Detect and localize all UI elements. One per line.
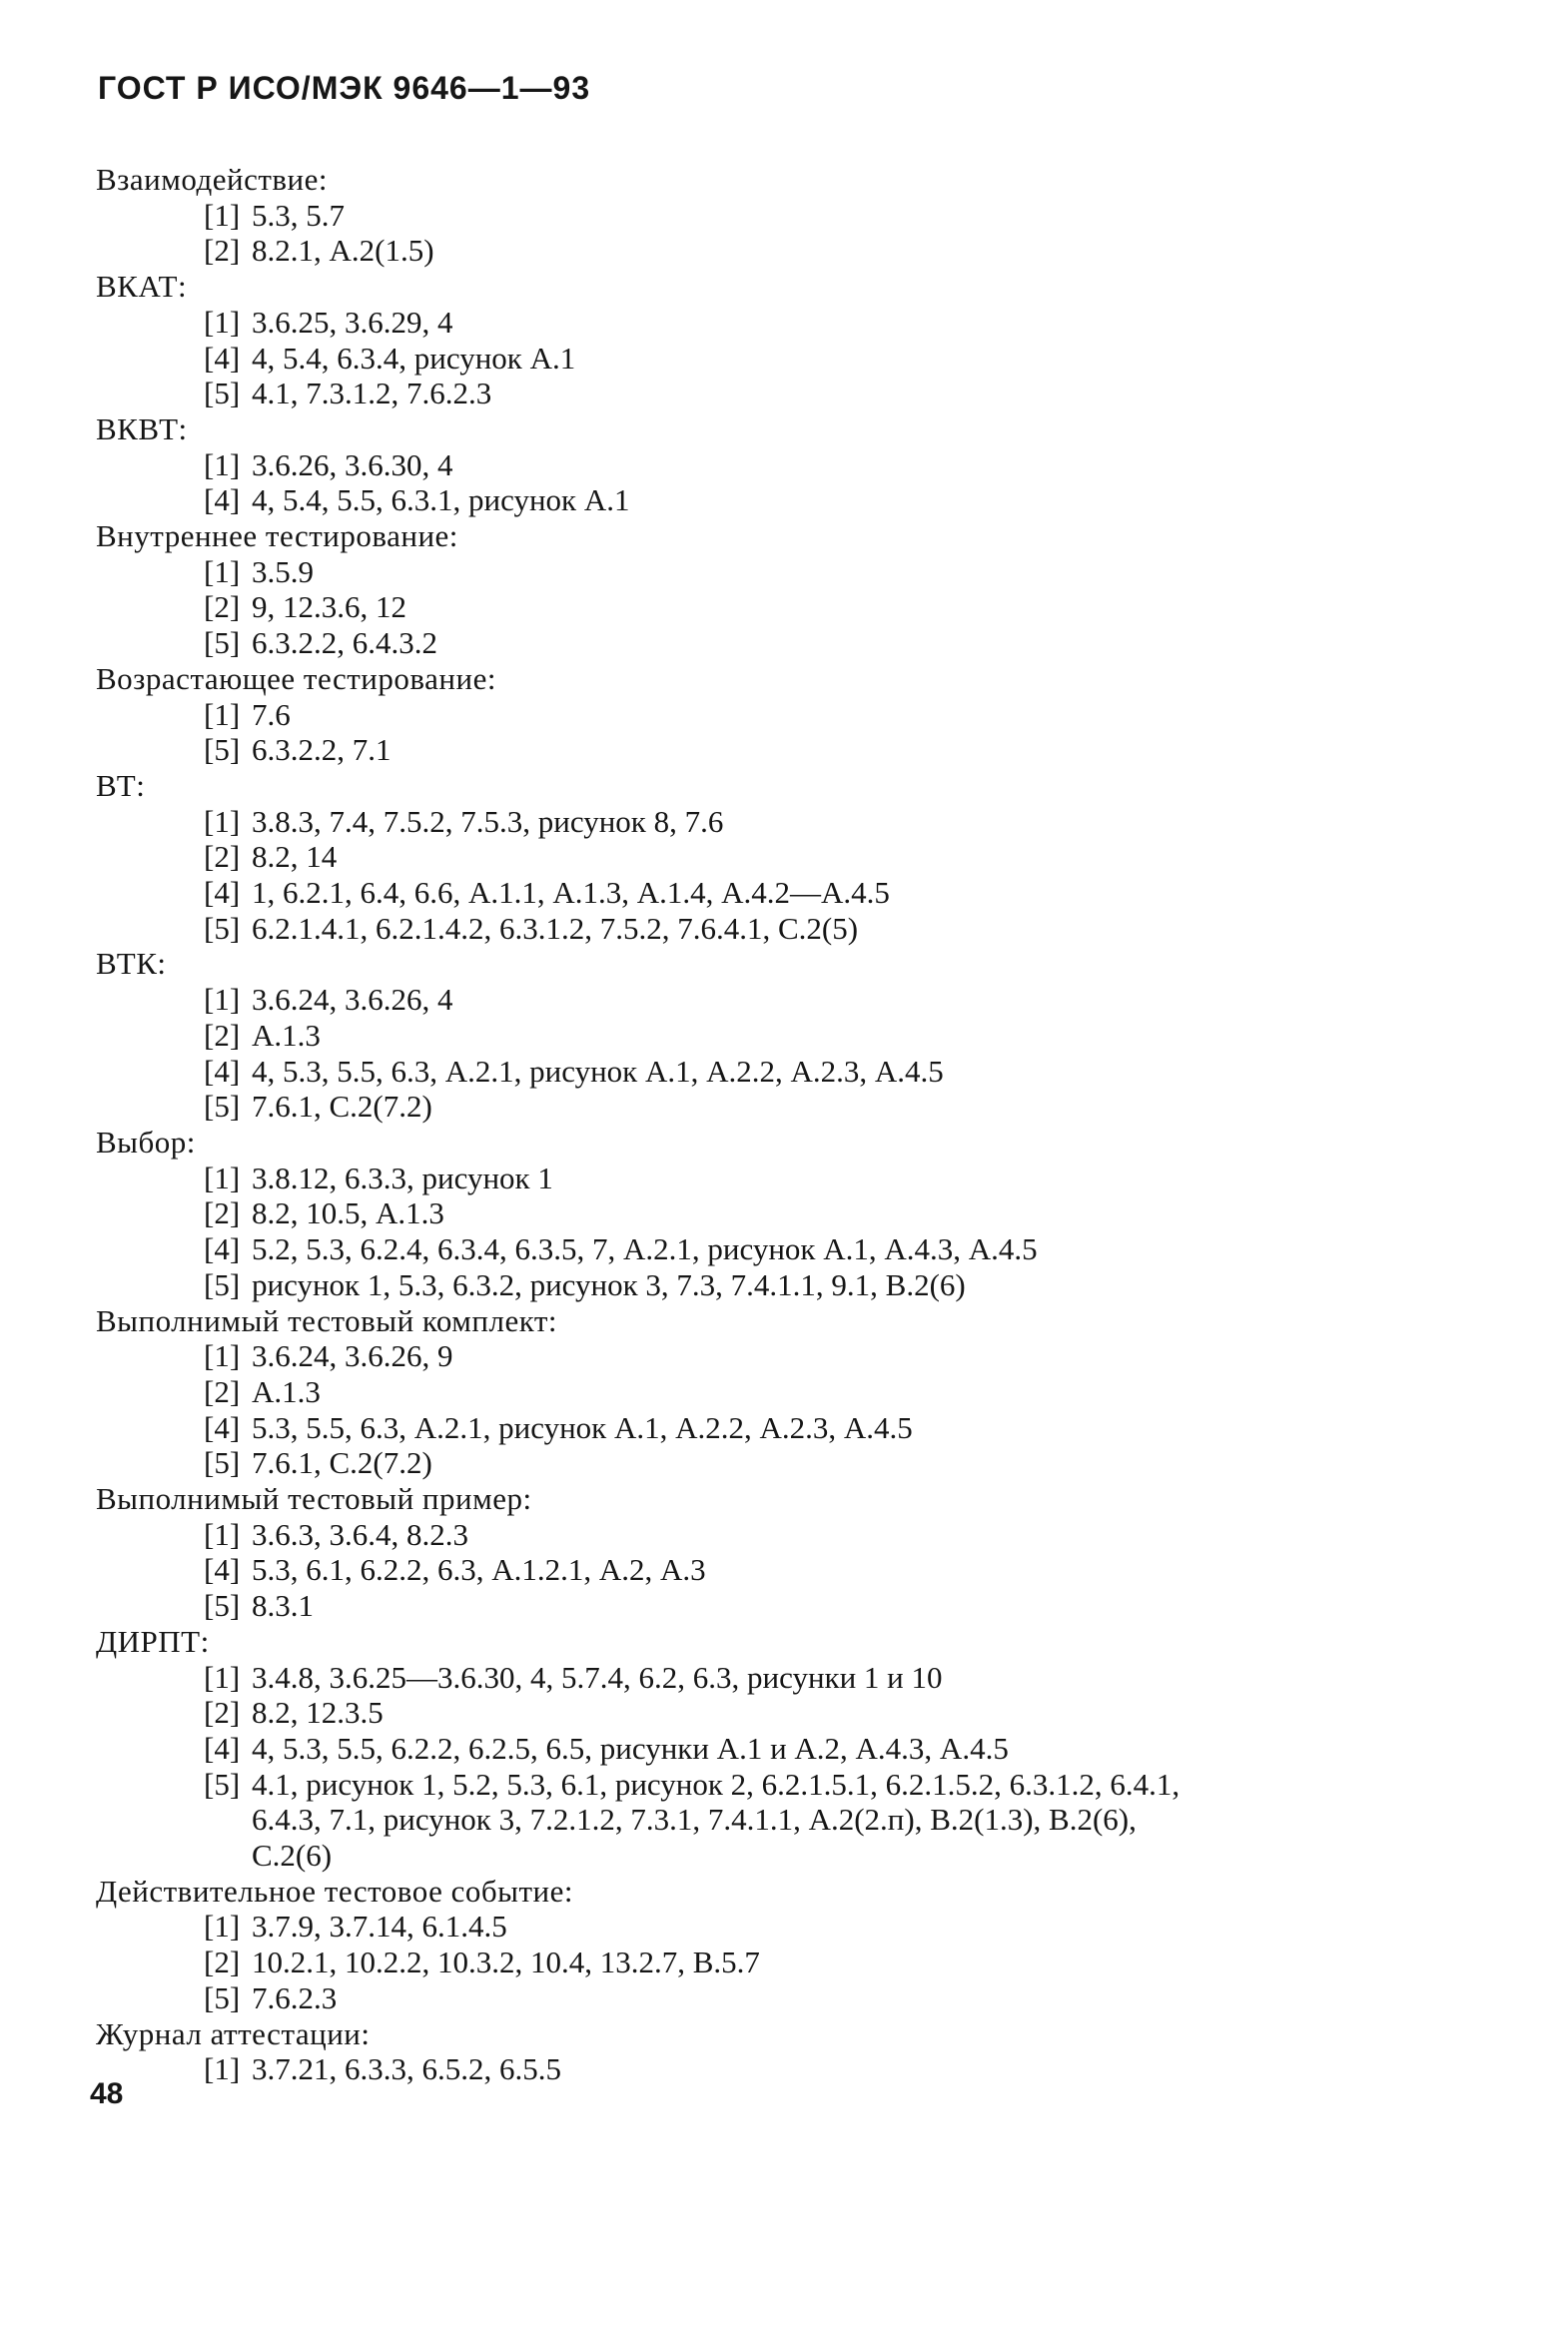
- ref-text: 4.1, 7.3.1.2, 7.6.2.3: [252, 376, 492, 411]
- ref-text: 3.8.3, 7.4, 7.5.2, 7.5.3, рисунок 8, 7.6: [252, 803, 724, 839]
- ref-text: 1, 6.2.1, 6.4, 6.6, А.1.1, А.1.3, А.1.4, А.4.2—А.4.5: [252, 875, 890, 911]
- ref-text: 5.3, 5.7: [252, 197, 345, 233]
- index-term: Возрастающее тестирование:: [96, 660, 496, 696]
- ref-tag: [1]: [204, 696, 241, 732]
- index-ref: [96, 1552, 1494, 1588]
- ref-tag: [5]: [204, 1588, 241, 1624]
- ref-text: 9, 12.3.6, 12: [252, 589, 406, 625]
- ref-tag: [5]: [204, 1089, 241, 1125]
- index-ref: [96, 1054, 1494, 1090]
- index-ref: [96, 1374, 1494, 1410]
- index-ref: [96, 2051, 1494, 2087]
- ref-continuation: С.2(6): [252, 1838, 333, 1874]
- index-term: ВКВТ:: [96, 410, 188, 446]
- index-ref: [96, 1517, 1494, 1553]
- ref-text: 3.6.24, 3.6.26, 9: [252, 1338, 453, 1374]
- ref-tag: [4]: [204, 1730, 241, 1766]
- ref-tag: [1]: [204, 197, 241, 233]
- ref-text: 7.6: [252, 696, 291, 732]
- ref-tag: [1]: [204, 446, 241, 482]
- ref-tag: [2]: [204, 1695, 241, 1731]
- index-ref: [96, 1267, 1494, 1303]
- index-ref: [96, 447, 1494, 483]
- ref-text: 7.6.1, С.2(7.2): [252, 1445, 432, 1481]
- ref-text: 4, 5.4, 6.3.4, рисунок А.1: [252, 340, 576, 376]
- ref-text: 4, 5.4, 5.5, 6.3.1, рисунок А.1: [252, 482, 630, 518]
- ref-text: 8.2, 12.3.5: [252, 1695, 384, 1731]
- ref-text: А.1.3: [252, 1017, 321, 1053]
- ref-tag: [5]: [204, 732, 241, 768]
- ref-tag: [4]: [204, 1231, 241, 1267]
- ref-tag: [2]: [204, 1195, 241, 1231]
- ref-tag: [2]: [204, 1017, 241, 1053]
- index-ref: [96, 341, 1494, 377]
- ref-text: 5.3, 5.5, 6.3, А.2.1, рисунок А.1, А.2.2, А.2.3, А.4.5: [252, 1409, 913, 1445]
- ref-tag: [5]: [204, 1445, 241, 1481]
- ref-tag: [2]: [204, 1945, 241, 1980]
- ref-tag: [2]: [204, 1373, 241, 1409]
- subject-index: [96, 162, 1494, 2087]
- ref-tag: [4]: [204, 875, 241, 911]
- ref-text: 6.3.2.2, 6.4.3.2: [252, 625, 437, 661]
- ref-tag: [4]: [204, 1409, 241, 1445]
- ref-tag: [5]: [204, 1979, 241, 2015]
- ref-text: 4, 5.3, 5.5, 6.3, А.2.1, рисунок А.1, А.2.2, А.2.3, А.4.5: [252, 1053, 944, 1089]
- index-term: ВТ:: [96, 767, 146, 803]
- index-term: Выполнимый тестовый комплект:: [96, 1302, 558, 1338]
- ref-text: 8.2, 10.5, А.1.3: [252, 1195, 444, 1231]
- index-ref: [96, 198, 1494, 234]
- ref-continuation: 6.4.3, 7.1, рисунок 3, 7.2.1.2, 7.3.1, 7.4.1.1, А.2(2.п), В.2(1.3), В.2(6),: [252, 1802, 1137, 1838]
- index-ref: [96, 376, 1494, 411]
- ref-tag: [4]: [204, 340, 241, 376]
- ref-text: 4, 5.3, 5.5, 6.2.2, 6.2.5, 6.5, рисунки А.1 и А.2, А.4.3, А.4.5: [252, 1730, 1009, 1766]
- ref-text: 5.3, 6.1, 6.2.2, 6.3, А.1.2.1, А.2, А.3: [252, 1552, 706, 1588]
- index-ref: [96, 1161, 1494, 1196]
- ref-tag: [1]: [204, 1160, 241, 1195]
- ref-tag: [5]: [204, 625, 241, 661]
- index-ref: [96, 1980, 1494, 2016]
- ref-text: 3.7.9, 3.7.14, 6.1.4.5: [252, 1909, 507, 1945]
- ref-tag: [1]: [204, 1338, 241, 1374]
- ref-tag: [1]: [204, 553, 241, 589]
- ref-text: А.1.3: [252, 1373, 321, 1409]
- index-term: Взаимодействие:: [96, 162, 329, 197]
- ref-tag: [5]: [204, 376, 241, 411]
- index-ref: [96, 589, 1494, 625]
- ref-text: рисунок 1, 5.3, 6.3.2, рисунок 3, 7.3, 7.4.1.1, 9.1, В.2(6): [252, 1266, 966, 1302]
- ref-tag: [1]: [204, 982, 241, 1018]
- index-ref: [96, 1445, 1494, 1481]
- ref-tag: [2]: [204, 839, 241, 875]
- ref-text: 3.6.26, 3.6.30, 4: [252, 446, 453, 482]
- index-ref: [96, 1018, 1494, 1054]
- index-ref: [96, 875, 1494, 911]
- index-ref: [96, 982, 1494, 1018]
- index-ref: [96, 732, 1494, 768]
- index-term: Журнал аттестации:: [96, 2015, 371, 2051]
- index-term: ДИРПТ:: [96, 1623, 210, 1659]
- index-ref: [96, 804, 1494, 840]
- ref-tag: [4]: [204, 1552, 241, 1588]
- index-ref: [96, 697, 1494, 733]
- ref-text: 8.2, 14: [252, 839, 338, 875]
- index-ref: [96, 839, 1494, 875]
- ref-tag: [1]: [204, 1659, 241, 1695]
- ref-tag: [1]: [204, 2051, 241, 2087]
- ref-text: 3.6.25, 3.6.29, 4: [252, 304, 453, 340]
- index-ref: [96, 482, 1494, 518]
- ref-tag: [4]: [204, 482, 241, 518]
- index-ref: [96, 1588, 1494, 1624]
- ref-text: 3.5.9: [252, 553, 314, 589]
- ref-tag: [1]: [204, 1516, 241, 1552]
- index-term: ВКАТ:: [96, 269, 188, 305]
- ref-tag: [2]: [204, 233, 241, 269]
- index-term: ВТК:: [96, 946, 167, 982]
- index-term: Выбор:: [96, 1124, 196, 1160]
- page-number: 48: [90, 2077, 124, 2110]
- ref-tag: [5]: [204, 1266, 241, 1302]
- index-term: Внутреннее тестирование:: [96, 518, 458, 554]
- ref-text: 7.6.2.3: [252, 1979, 338, 2015]
- index-ref: [96, 1410, 1494, 1446]
- ref-tag: [5]: [204, 910, 241, 946]
- ref-tag: [4]: [204, 1053, 241, 1089]
- index-ref: [96, 1695, 1494, 1731]
- index-ref: [96, 911, 1494, 947]
- index-ref: [96, 1231, 1494, 1267]
- ref-text: 7.6.1, С.2(7.2): [252, 1089, 432, 1125]
- ref-text: 5.2, 5.3, 6.2.4, 6.3.4, 6.3.5, 7, А.2.1, рисунок А.1, А.4.3, А.4.5: [252, 1231, 1038, 1267]
- index-ref: [96, 1767, 1494, 1874]
- index-ref: [96, 233, 1494, 269]
- index-term: Выполнимый тестовый пример:: [96, 1481, 532, 1517]
- ref-text: 3.6.3, 3.6.4, 8.2.3: [252, 1516, 468, 1552]
- ref-text: 10.2.1, 10.2.2, 10.3.2, 10.4, 13.2.7, В.5.7: [252, 1945, 760, 1980]
- ref-text: 6.3.2.2, 7.1: [252, 732, 392, 768]
- index-ref: [96, 1731, 1494, 1767]
- ref-text: 3.4.8, 3.6.25—3.6.30, 4, 5.7.4, 6.2, 6.3, рисунки 1 и 10: [252, 1659, 943, 1695]
- ref-tag: [1]: [204, 304, 241, 340]
- ref-tag: [5]: [204, 1766, 241, 1802]
- index-ref: [96, 625, 1494, 661]
- ref-text: 4.1, рисунок 1, 5.2, 5.3, 6.1, рисунок 2, 6.2.1.5.1, 6.2.1.5.2, 6.3.1.2, 6.4.1,: [252, 1766, 1180, 1802]
- index-ref: [96, 1338, 1494, 1374]
- index-ref: [96, 305, 1494, 341]
- ref-text: 3.7.21, 6.3.3, 6.5.2, 6.5.5: [252, 2051, 561, 2087]
- index-ref: [96, 554, 1494, 590]
- index-ref: [96, 1909, 1494, 1945]
- ref-tag: [1]: [204, 1909, 241, 1945]
- ref-text: 3.6.24, 3.6.26, 4: [252, 982, 453, 1018]
- index-ref: [96, 1945, 1494, 1980]
- index-ref: [96, 1089, 1494, 1125]
- ref-tag: [1]: [204, 803, 241, 839]
- page-header: ГОСТ Р ИСО/МЭК 9646—1—93: [98, 70, 591, 106]
- ref-text: 8.2.1, А.2(1.5): [252, 233, 434, 269]
- ref-tag: [2]: [204, 589, 241, 625]
- ref-text: 8.3.1: [252, 1588, 314, 1624]
- index-ref: [96, 1660, 1494, 1696]
- ref-text: 3.8.12, 6.3.3, рисунок 1: [252, 1160, 553, 1195]
- ref-text: 6.2.1.4.1, 6.2.1.4.2, 6.3.1.2, 7.5.2, 7.6.4.1, С.2(5): [252, 910, 859, 946]
- index-ref: [96, 1195, 1494, 1231]
- index-term: Действительное тестовое событие:: [96, 1873, 573, 1909]
